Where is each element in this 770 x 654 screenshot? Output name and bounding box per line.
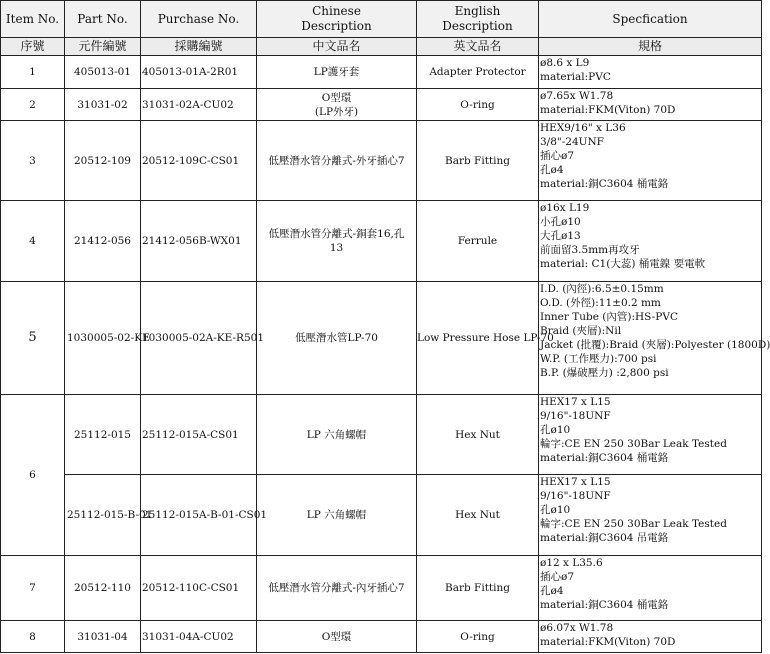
header-chinese-description (257, 1, 417, 38)
header-cn-item-no: 序號 (1, 38, 65, 56)
item-no-cell: 7 (1, 556, 65, 621)
part-no-cell: 1030005-02-KE (65, 282, 141, 395)
spec-cell (539, 282, 770, 395)
chinese-desc-cell: O型環 (257, 621, 417, 653)
spec-line: material:銅C3604 桶電鉻 (540, 599, 669, 611)
spec-line: HEX17 x L15 (540, 476, 611, 488)
item-no-cell: 5 (1, 282, 65, 395)
part-no-cell: 31031-04 (65, 621, 141, 653)
purchase-no-cell: 25112-015A-CS01 (141, 395, 257, 475)
part-no-cell: 25112-015-B-01 (65, 475, 141, 556)
spec-cell (539, 395, 762, 475)
spec-line: 孔ø4 (540, 164, 564, 176)
spec-line: ø7.65x W1.78 (540, 90, 614, 102)
part-no-cell: 20512-109 (65, 121, 141, 201)
table-row (1, 121, 762, 201)
spec-line: Inner Tube (內管):HS-PVC (540, 311, 678, 323)
spec-line: 小孔ø10 (540, 216, 581, 228)
spec-line: material:銅C3604 桶電鉻 (540, 452, 669, 464)
spec-line: material: C1(大蕊) 桶電鎳 要電軟 (540, 258, 706, 270)
spec-line: HEX9/16" x L36 (540, 122, 626, 134)
spec-line: ø6.07x W1.78 (540, 622, 614, 634)
purchase-no-cell: 21412-056B-WX01 (141, 201, 257, 282)
spec-cell (539, 621, 762, 653)
part-no-cell: 31031-02 (65, 89, 141, 121)
purchase-no-cell: 405013-01A-2R01 (141, 56, 257, 89)
spec-cell (539, 121, 762, 201)
spec-line: 孔ø4 (540, 585, 564, 597)
english-desc-cell: Barb Fitting (417, 121, 539, 201)
spec-line: 輪字:CE EN 250 30Bar Leak Tested (540, 518, 727, 530)
english-desc-cell: Hex Nut (417, 395, 539, 475)
header-chinese-desc-line2: Description (301, 19, 372, 33)
spec-line: 插心ø7 (540, 150, 575, 162)
header-cn-purchase-no: 採購編號 (141, 38, 257, 56)
header-specification: Specfication (539, 1, 762, 38)
english-desc-cell: Adapter Protector (417, 56, 539, 89)
purchase-no-cell: 1030005-02A-KE-R501 (141, 282, 257, 395)
header-cn-specification: 規格 (539, 38, 762, 56)
spec-line: 3/8"-24UNF (540, 136, 604, 148)
chinese-desc-cell: LP 六角螺帽 (257, 395, 417, 475)
spec-line: 孔ø10 (540, 424, 571, 436)
item-no-cell: 4 (1, 201, 65, 282)
chinese-desc-line: 13 (329, 242, 344, 254)
chinese-desc-line: 低壓潛水管分離式-銅套16,孔 (268, 228, 405, 240)
item-no-cell: 3 (1, 121, 65, 201)
purchase-no-cell: 20512-110C-CS01 (141, 556, 257, 621)
header-english-description (417, 1, 539, 38)
spec-line: material:PVC (540, 71, 611, 83)
table-row (1, 621, 762, 653)
spec-line: HEX17 x L15 (540, 396, 611, 408)
table-row (1, 475, 762, 556)
table-row (1, 282, 762, 395)
spec-line: 9/16"-18UNF (540, 490, 611, 502)
part-no-cell: 25112-015 (65, 395, 141, 475)
spec-line: 插心ø7 (540, 571, 575, 583)
spec-line: ø12 x L35.6 (540, 557, 603, 569)
item-no-cell: 1 (1, 56, 65, 89)
spec-line: ø8.6 x L9 (540, 57, 590, 69)
chinese-desc-cell: 低壓潛水管分離式-外牙插心7 (257, 121, 417, 201)
table-row (1, 56, 762, 89)
table-row (1, 395, 762, 475)
chinese-desc-line: O型環 (321, 91, 352, 104)
purchase-no-cell: 31031-04A-CU02 (141, 621, 257, 653)
spec-line: W.P. (工作壓力):700 psi (540, 353, 657, 365)
chinese-desc-cell: LP 六角螺帽 (257, 475, 417, 556)
spec-line: material:銅C3604 吊電鉻 (540, 532, 669, 544)
spec-line: 孔ø10 (540, 504, 571, 516)
chinese-desc-line: (LP外牙) (314, 105, 359, 118)
header-cn-english-desc: 英文品名 (417, 38, 539, 56)
spec-line: material:FKM(Viton) 70D (540, 104, 676, 116)
english-desc-cell: Ferrule (417, 201, 539, 282)
item-no-cell: 2 (1, 89, 65, 121)
part-no-cell: 21412-056 (65, 201, 141, 282)
item-no-cell: 8 (1, 621, 65, 653)
english-desc-cell: Hex Nut (417, 475, 539, 556)
spec-line: 大孔ø13 (540, 230, 581, 242)
spec-cell (539, 56, 762, 89)
header-english-desc-line1: English (454, 4, 501, 18)
part-no-cell: 405013-01 (65, 56, 141, 89)
spec-line: 9/16"-18UNF (540, 410, 611, 422)
header-cn-chinese-desc: 中文品名 (257, 38, 417, 56)
english-desc-cell: O-ring (417, 89, 539, 121)
purchase-no-cell: 31031-02A-CU02 (141, 89, 257, 121)
header-row-english (1, 1, 762, 38)
english-desc-cell: Low Pressure Hose LP-70 (417, 282, 539, 395)
english-desc-cell: O-ring (417, 621, 539, 653)
header-item-no: Item No. (1, 1, 65, 38)
chinese-desc-cell: 低壓潛水管LP-70 (257, 282, 417, 395)
table-row (1, 201, 762, 282)
spec-line: 前面留3.5mm再攻牙 (540, 244, 640, 256)
header-chinese-desc-line1: Chinese (312, 4, 361, 18)
chinese-desc-cell (257, 89, 417, 121)
spec-cell (539, 201, 762, 282)
chinese-desc-cell: LP護牙套 (257, 56, 417, 89)
part-no-cell: 20512-110 (65, 556, 141, 621)
spec-line: I.D. (內徑):6.5±0.15mm (540, 283, 664, 295)
spec-line: material:銅C3604 桶電鉻 (540, 178, 669, 190)
spec-line: Braid (夾層):Nil (540, 325, 622, 337)
spec-line: material:FKM(Viton) 70D (540, 636, 676, 648)
spec-cell (539, 556, 762, 621)
english-desc-cell: Barb Fitting (417, 556, 539, 621)
header-row-chinese (1, 38, 762, 56)
item-no-cell: 6 (1, 395, 65, 556)
purchase-no-cell: 25112-015A-B-01-CS01 (141, 475, 257, 556)
header-english-desc-line2: Description (442, 19, 513, 33)
header-part-no: Part No. (65, 1, 141, 38)
header-purchase-no: Purchase No. (141, 1, 257, 38)
purchase-no-cell: 20512-109C-CS01 (141, 121, 257, 201)
spec-cell (539, 475, 762, 556)
spec-line: 輪字:CE EN 250 30Bar Leak Tested (540, 438, 727, 450)
spec-line: O.D. (外徑):11±0.2 mm (540, 297, 661, 309)
spec-cell (539, 89, 762, 121)
header-cn-part-no: 元件編號 (65, 38, 141, 56)
spec-line: ø16x L19 (540, 202, 590, 214)
chinese-desc-cell (257, 201, 417, 282)
table-row (1, 89, 762, 121)
spec-line: B.P. (爆破壓力) :2,800 psi (540, 367, 669, 379)
chinese-desc-cell: 低壓潛水管分離式-內牙插心7 (257, 556, 417, 621)
spec-line: Jacket (批覆):Braid (夾層):Polyester (1800D) (540, 339, 770, 351)
table-row (1, 556, 762, 621)
